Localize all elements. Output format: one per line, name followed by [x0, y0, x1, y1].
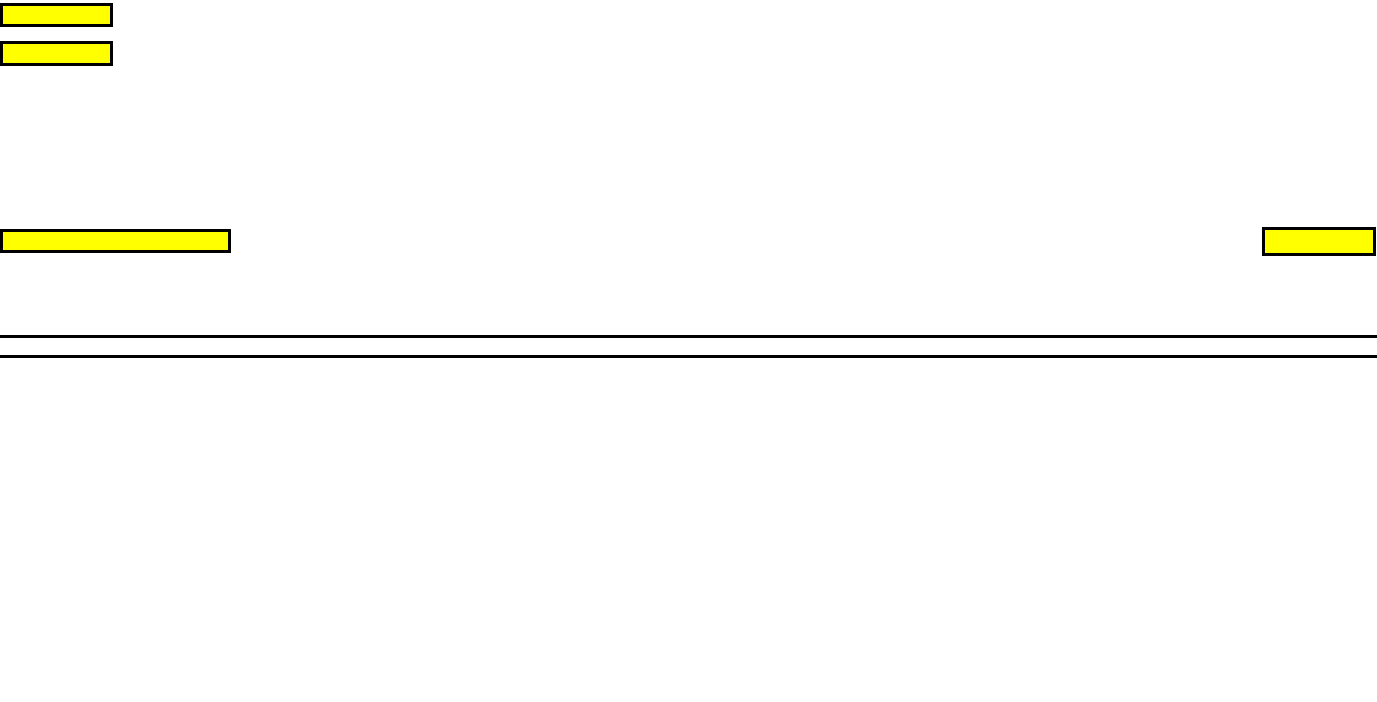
report-date-cell[interactable]	[0, 41, 113, 66]
total-rendite-cell[interactable]	[1262, 227, 1376, 256]
total-label-cell[interactable]	[0, 229, 231, 253]
table-header-row	[0, 335, 1377, 358]
workbook-title-cell[interactable]	[0, 3, 113, 27]
